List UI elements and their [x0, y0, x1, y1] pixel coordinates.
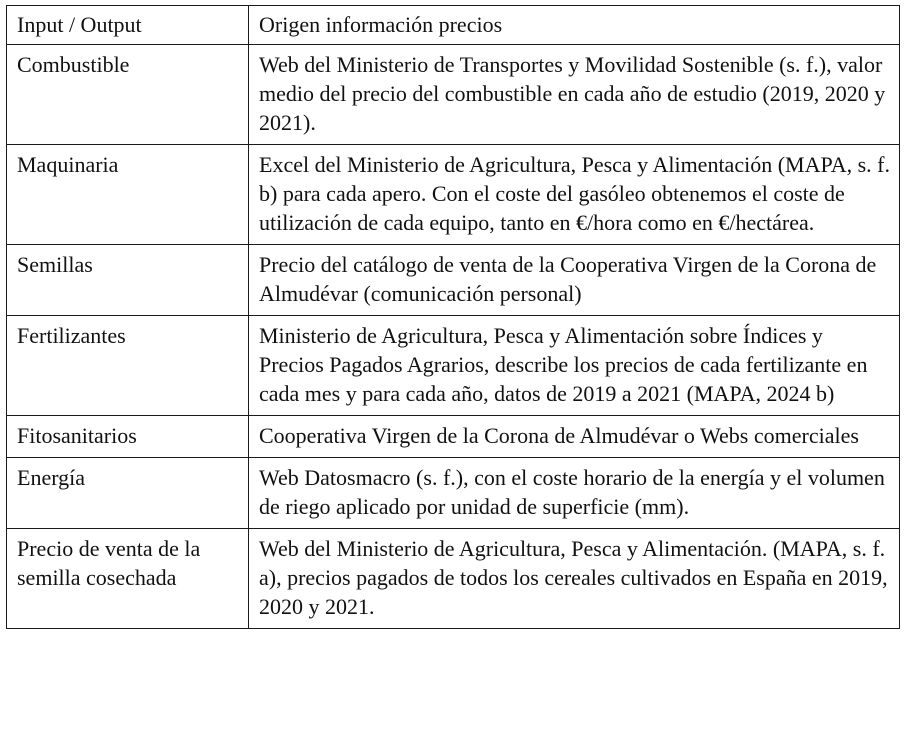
cell-input: Maquinaria	[7, 145, 249, 245]
cell-input: Fitosanitarios	[7, 416, 249, 458]
table-row-combustible	[7, 45, 900, 145]
cell-source: Web del Ministerio de Agricultura, Pesca y Alimentación. (MAPA, s. f. a), precios pagados de todos los cereales cultivados en España en 2019, 2020 y 2021.	[249, 529, 900, 629]
cell-input: Semillas	[7, 245, 249, 316]
price-sources-table	[6, 5, 900, 629]
header-row	[7, 6, 900, 45]
table-row-precio-venta	[7, 529, 900, 629]
table-row-fitosanitarios	[7, 416, 900, 458]
table-row-maquinaria	[7, 145, 900, 245]
header-input-output: Input / Output	[7, 6, 249, 45]
cell-source: Precio del catálogo de venta de la Cooperativa Virgen de la Corona de Almudévar (comunicación personal)	[249, 245, 900, 316]
table-body	[7, 45, 900, 629]
cell-source: Cooperativa Virgen de la Corona de Almudévar o Webs comerciales	[249, 416, 900, 458]
cell-input: Combustible	[7, 45, 249, 145]
cell-input: Precio de venta de la semilla cosechada	[7, 529, 249, 629]
cell-source: Ministerio de Agricultura, Pesca y Alimentación sobre Índices y Precios Pagados Agrarios, describe los precios de cada fertilizante en cada mes y para cada año, datos de 2019 a 2021 (MAPA, 2024 b)	[249, 316, 900, 416]
cell-source: Web Datosmacro (s. f.), con el coste horario de la energía y el volumen de riego aplicado por unidad de superficie (mm).	[249, 458, 900, 529]
table-row-energia	[7, 458, 900, 529]
cell-source: Excel del Ministerio de Agricultura, Pesca y Alimentación (MAPA, s. f. b) para cada apero. Con el coste del gasóleo obtenemos el coste de utilización de cada equipo, tanto en €/hora como en €/hectárea.	[249, 145, 900, 245]
table-row-semillas	[7, 245, 900, 316]
cell-input: Energía	[7, 458, 249, 529]
document-page	[6, 5, 899, 629]
cell-source: Web del Ministerio de Transportes y Movilidad Sostenible (s. f.), valor medio del precio del combustible en cada año de estudio (2019, 2020 y 2021).	[249, 45, 900, 145]
header-price-source: Origen información precios	[249, 6, 900, 45]
table-header	[7, 6, 900, 45]
table-row-fertilizantes	[7, 316, 900, 416]
cell-input: Fertilizantes	[7, 316, 249, 416]
